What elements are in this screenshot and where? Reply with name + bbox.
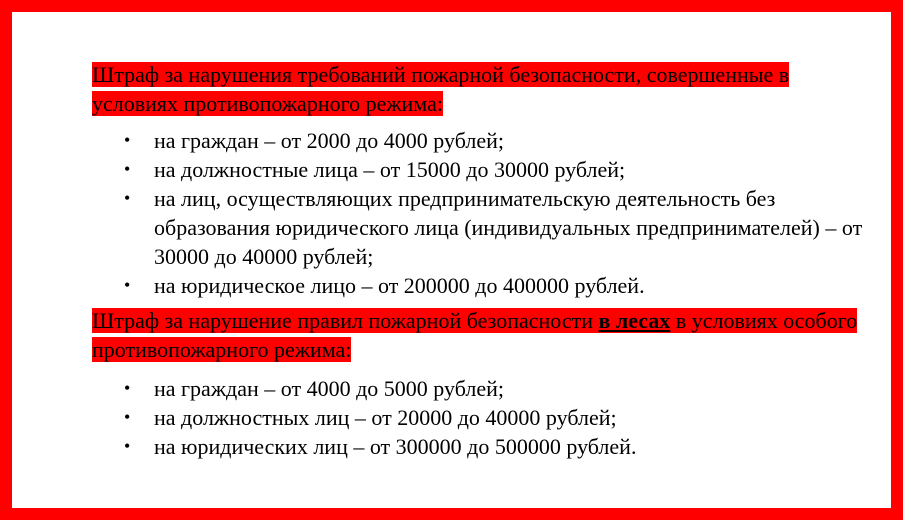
list-item (124, 126, 872, 155)
section2-fines-list (92, 374, 872, 461)
bullet-icon: • (124, 407, 131, 427)
bullet-icon: • (124, 188, 131, 208)
list-item-text: на граждан – от 4000 до 5000 рублей; (154, 376, 504, 401)
section1-heading (92, 60, 872, 118)
bullet-icon: • (124, 159, 131, 179)
list-item (124, 374, 872, 403)
section2-heading-text (92, 308, 857, 362)
list-item (124, 403, 872, 432)
list-item (124, 155, 872, 184)
bullet-icon: • (124, 130, 131, 150)
bullet-icon: • (124, 378, 131, 398)
bullet-icon: • (124, 275, 131, 295)
section2-heading-emphasis: в лесах (598, 308, 671, 333)
list-item (124, 271, 872, 300)
list-item-text: на граждан – от 2000 до 4000 рублей; (154, 128, 504, 153)
section1-fines-list (92, 126, 872, 300)
section2-heading (92, 306, 872, 364)
list-item-text: на юридическое лицо – от 200000 до 400000 рублей. (154, 273, 645, 298)
bullet-icon: • (124, 436, 131, 456)
section1-heading-text: Штраф за нарушения требований пожарной безопасности, совершенные в условиях противопожарного режима: (92, 62, 790, 116)
list-item (124, 184, 872, 271)
list-item (124, 432, 872, 461)
section2-heading-before: Штраф за нарушение правил пожарной безопасности (92, 308, 599, 333)
list-item-text: на юридических лиц – от 300000 до 500000 рублей. (154, 434, 637, 459)
list-item-text: на должностных лиц – от 20000 до 40000 рублей; (154, 405, 617, 430)
list-item-text: на должностные лица – от 15000 до 30000 рублей; (154, 157, 626, 182)
section2-heading-after: в условиях особого противопожарного режима: (92, 308, 858, 362)
document-body (92, 60, 872, 467)
list-item-text: на лиц, осуществляющих предпринимательскую деятельность без образования юридического лица (индивидуальных предпринимателей) – от 30000 до 40000 рублей; (154, 186, 863, 269)
